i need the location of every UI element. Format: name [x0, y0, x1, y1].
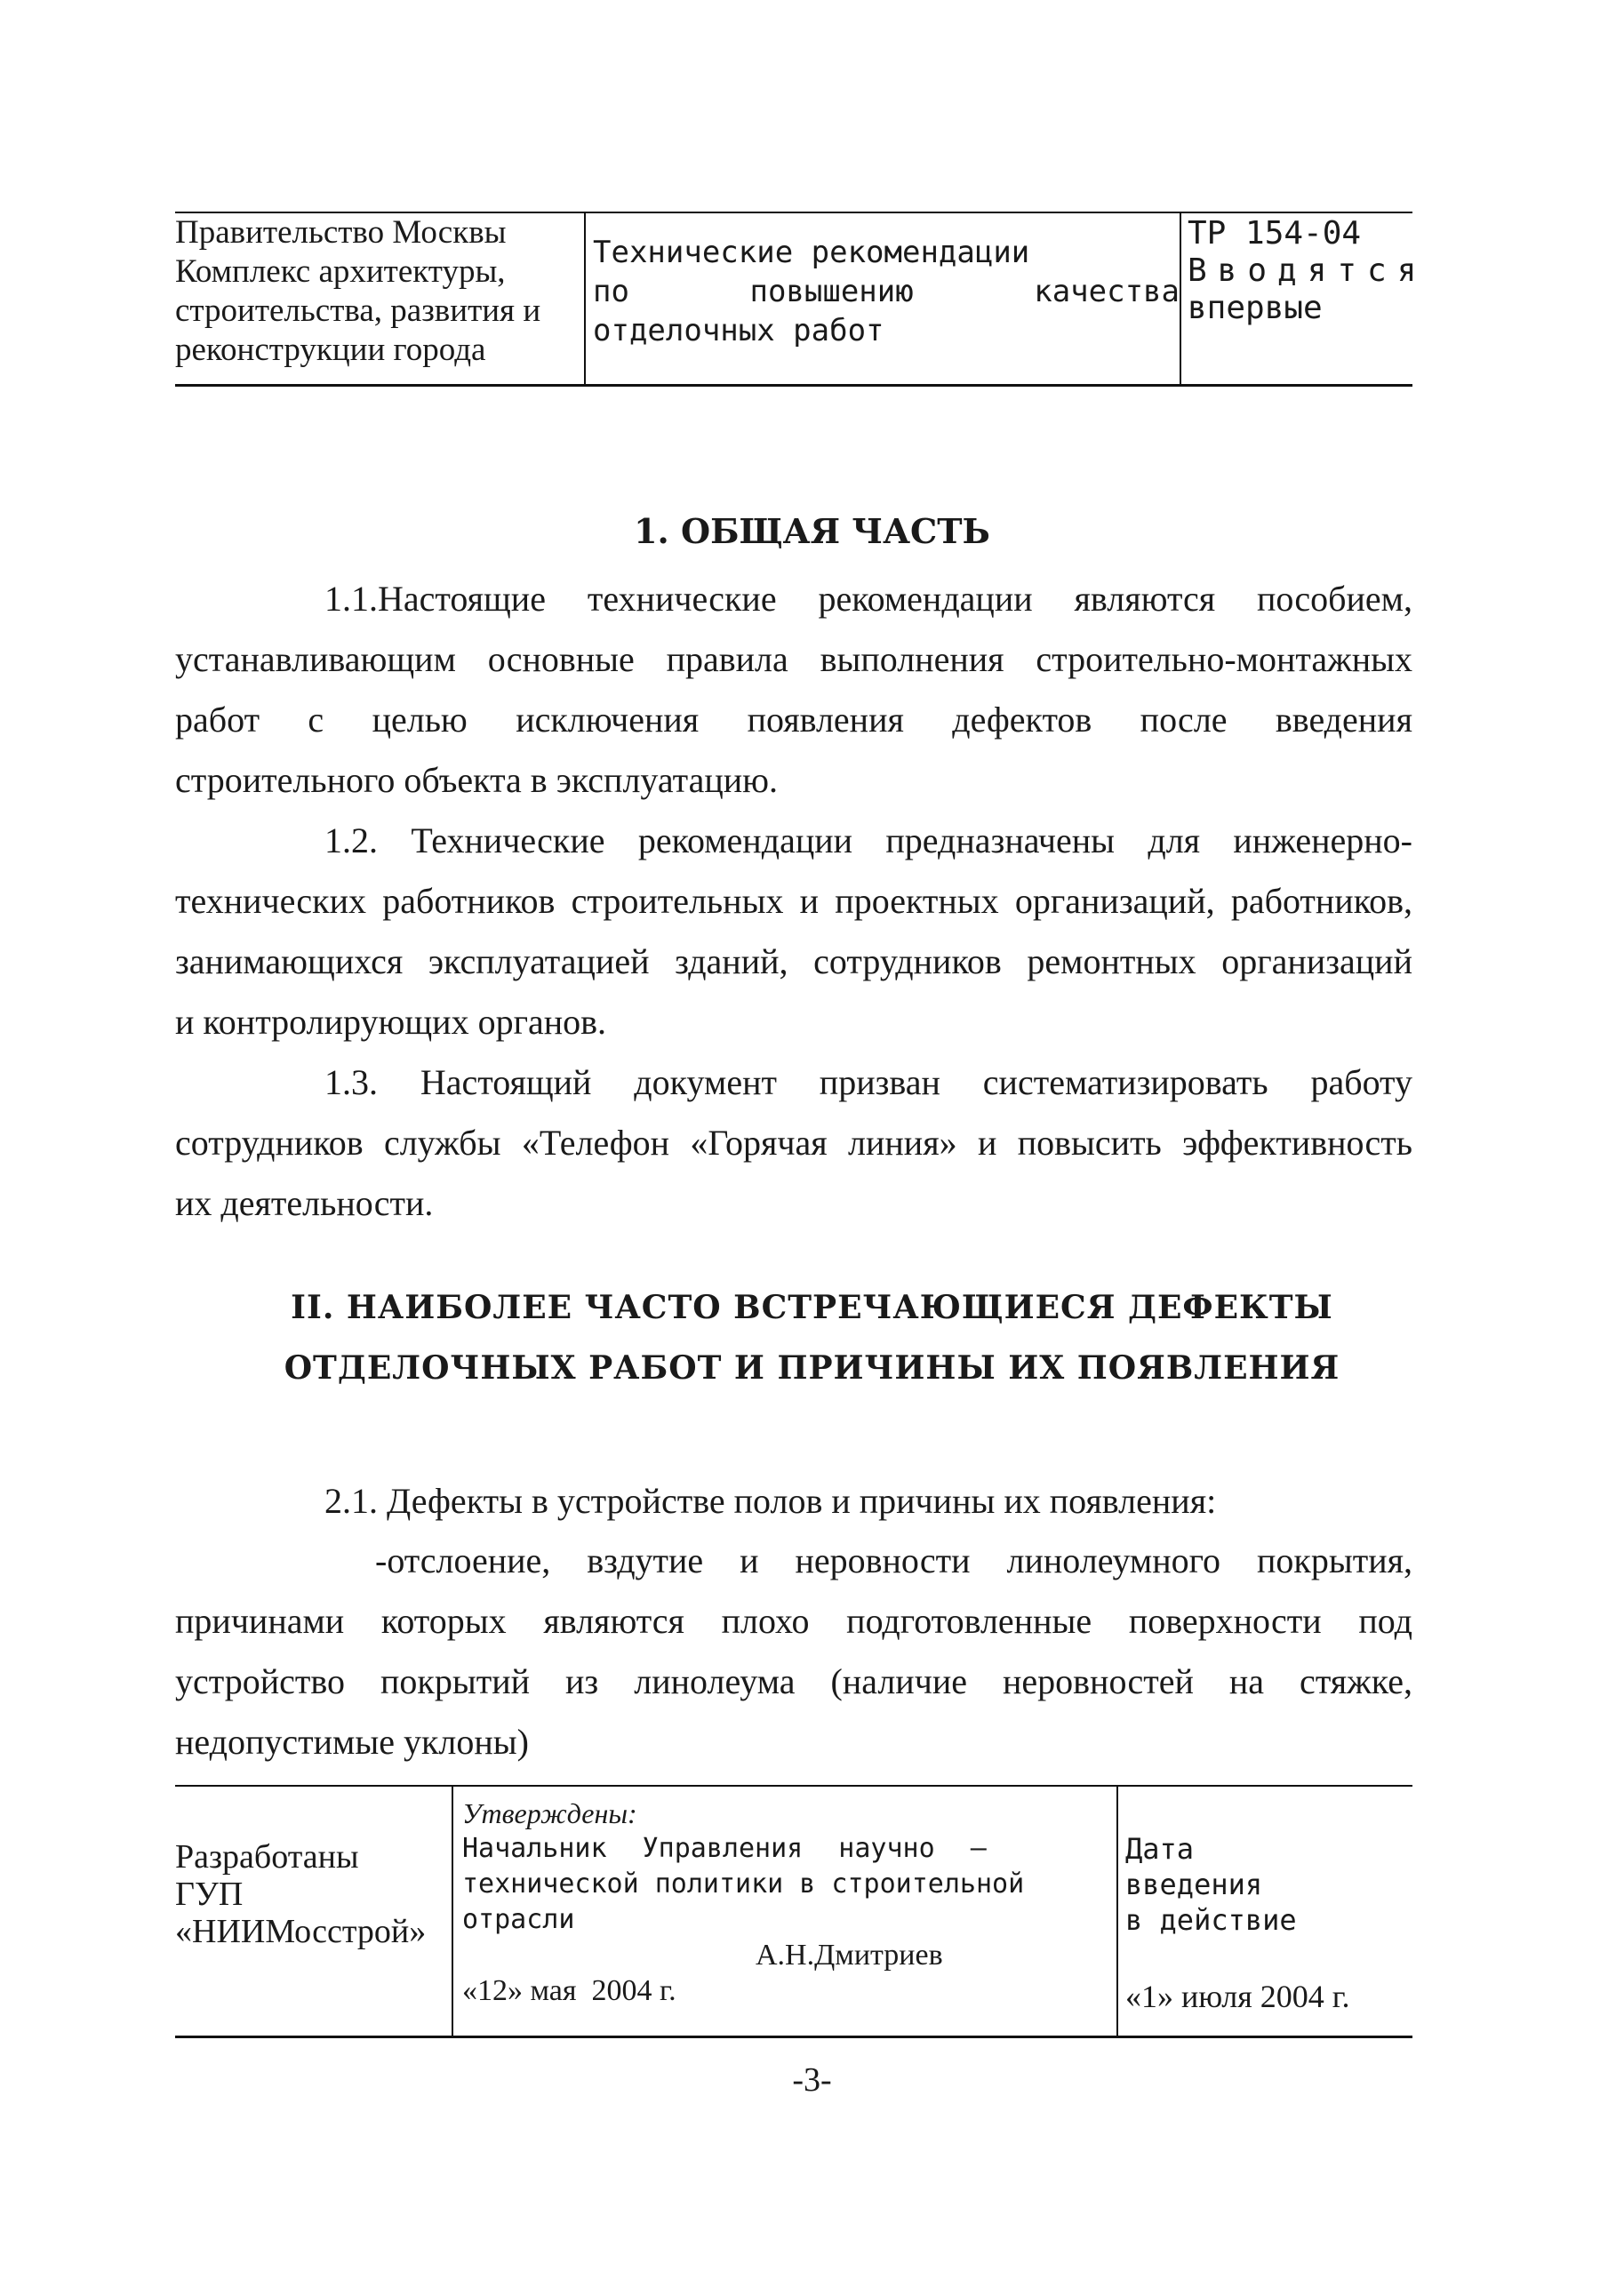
header-divider-2 — [1180, 213, 1181, 384]
footer-top-rule — [175, 1785, 1412, 1787]
paragraph-line: занимающихся эксплуатацией зданий, сотрудников ремонтных организаций — [175, 941, 1412, 981]
effective-line: в действие — [1125, 1903, 1297, 1937]
paragraph-line: 1.2. Технические рекомендации предназначены для инженерно- — [324, 820, 1412, 860]
title-line: отделочных работ — [593, 313, 884, 348]
paragraph-line: и контролирующих органов. — [175, 1002, 607, 1042]
section-2-heading-line-2: ОТДЕЛОЧНЫХ РАБОТ И ПРИЧИНЫ ИХ ПОЯВЛЕНИЯ — [284, 1349, 1340, 1387]
title-line: Технические рекомендации — [593, 235, 1030, 270]
title-word: по — [593, 274, 629, 309]
section-1-heading: 1. ОБЩАЯ ЧАСТЬ — [634, 511, 990, 551]
approval-date: «12» мая 2004 г. — [462, 1974, 676, 2007]
approver-line: технической политики в строительной — [462, 1868, 1025, 1900]
org-line: строительства, развития и — [175, 292, 541, 329]
paragraph-line: недопустимые уклоны) — [175, 1722, 529, 1762]
approver-line: Начальник Управления научно — — [462, 1833, 987, 1864]
paragraph-2-1 — [175, 1471, 1412, 1532]
paragraph-line: -отслоение, вздутие и неровности линолеумного покрытия, — [375, 1540, 1412, 1580]
footer-bottom-rule — [175, 2036, 1412, 2038]
org-line: Правительство Москвы — [175, 214, 507, 251]
paragraph-line: 2.1. Дефекты в устройстве полов и причины их появления: — [324, 1481, 1217, 1521]
header-document-title — [593, 233, 1180, 350]
developer-line: Разработаны — [175, 1838, 359, 1876]
document-status-2: впервые — [1188, 290, 1323, 326]
header-bottom-rule — [175, 384, 1412, 387]
footer-effective-date — [1125, 1831, 1410, 2014]
title-line-justified — [593, 272, 1180, 311]
footer-divider-2 — [1116, 1787, 1118, 2036]
page-number: -3- — [792, 2061, 832, 2099]
org-line: Комплекс архитектуры, — [175, 253, 506, 290]
paragraph-1-2 — [175, 811, 1412, 1052]
footer-divider-1 — [452, 1787, 453, 2036]
effective-date-value: «1» июля 2004 г. — [1125, 1979, 1350, 2014]
footer-approval — [462, 1796, 1107, 2009]
title-word: повышению — [749, 274, 914, 309]
section-2-heading-line-1: II. НАИБОЛЕЕ ЧАСТО ВСТРЕЧАЮЩИЕСЯ ДЕФЕКТЫ — [291, 1289, 1333, 1326]
signer-name: А.Н.Дмитриев — [756, 1939, 943, 1972]
effective-line: введения — [1125, 1868, 1263, 1901]
approver-line-justified — [462, 1831, 1107, 1867]
paragraph-line: причинами которых являются плохо подготовленные поверхности под — [175, 1601, 1412, 1641]
paragraph-2-1-item — [175, 1531, 1412, 1772]
document-status: Вводятся — [1188, 252, 1428, 289]
org-line: реконструкции города — [175, 332, 486, 368]
paragraph-line: устройство покрытий из линолеума (наличие неровностей на стяжке, — [175, 1661, 1412, 1701]
paragraph-1-3 — [175, 1052, 1412, 1234]
paragraph-line: сотрудников службы «Телефон «Горячая линия» и повысить эффективность — [175, 1123, 1412, 1163]
paragraph-line: 1.3. Настоящий документ призван систематизировать работу — [324, 1062, 1412, 1102]
footer-developer — [175, 1838, 451, 1950]
paragraph-line: их деятельности. — [175, 1183, 434, 1223]
effective-line: Дата — [1125, 1832, 1195, 1866]
developer-line: ГУП — [175, 1876, 244, 1913]
header-organization — [175, 213, 584, 370]
paragraph-line: 1.1.Настоящие технические рекомендации являются пособием, — [324, 579, 1412, 619]
document-code: ТР 154-04 — [1188, 215, 1362, 252]
paragraph-line: работ с целью исключения появления дефектов после введения — [175, 700, 1412, 740]
header-divider-1 — [584, 213, 586, 384]
title-word: качества — [1034, 274, 1180, 309]
approved-label: Утверждены: — [462, 1797, 637, 1829]
paragraph-line: технических работников строительных и проектных организаций, работников, — [175, 881, 1412, 921]
paragraph-line: строительного объекта в эксплуатацию. — [175, 760, 779, 800]
paragraph-line: устанавливающим основные правила выполнения строительно-монтажных — [175, 639, 1412, 679]
approver-line: отрасли — [462, 1904, 575, 1935]
header-code-cell — [1188, 215, 1428, 327]
paragraph-1-1 — [175, 569, 1412, 811]
developer-line: «НИИМосстрой» — [175, 1913, 427, 1950]
